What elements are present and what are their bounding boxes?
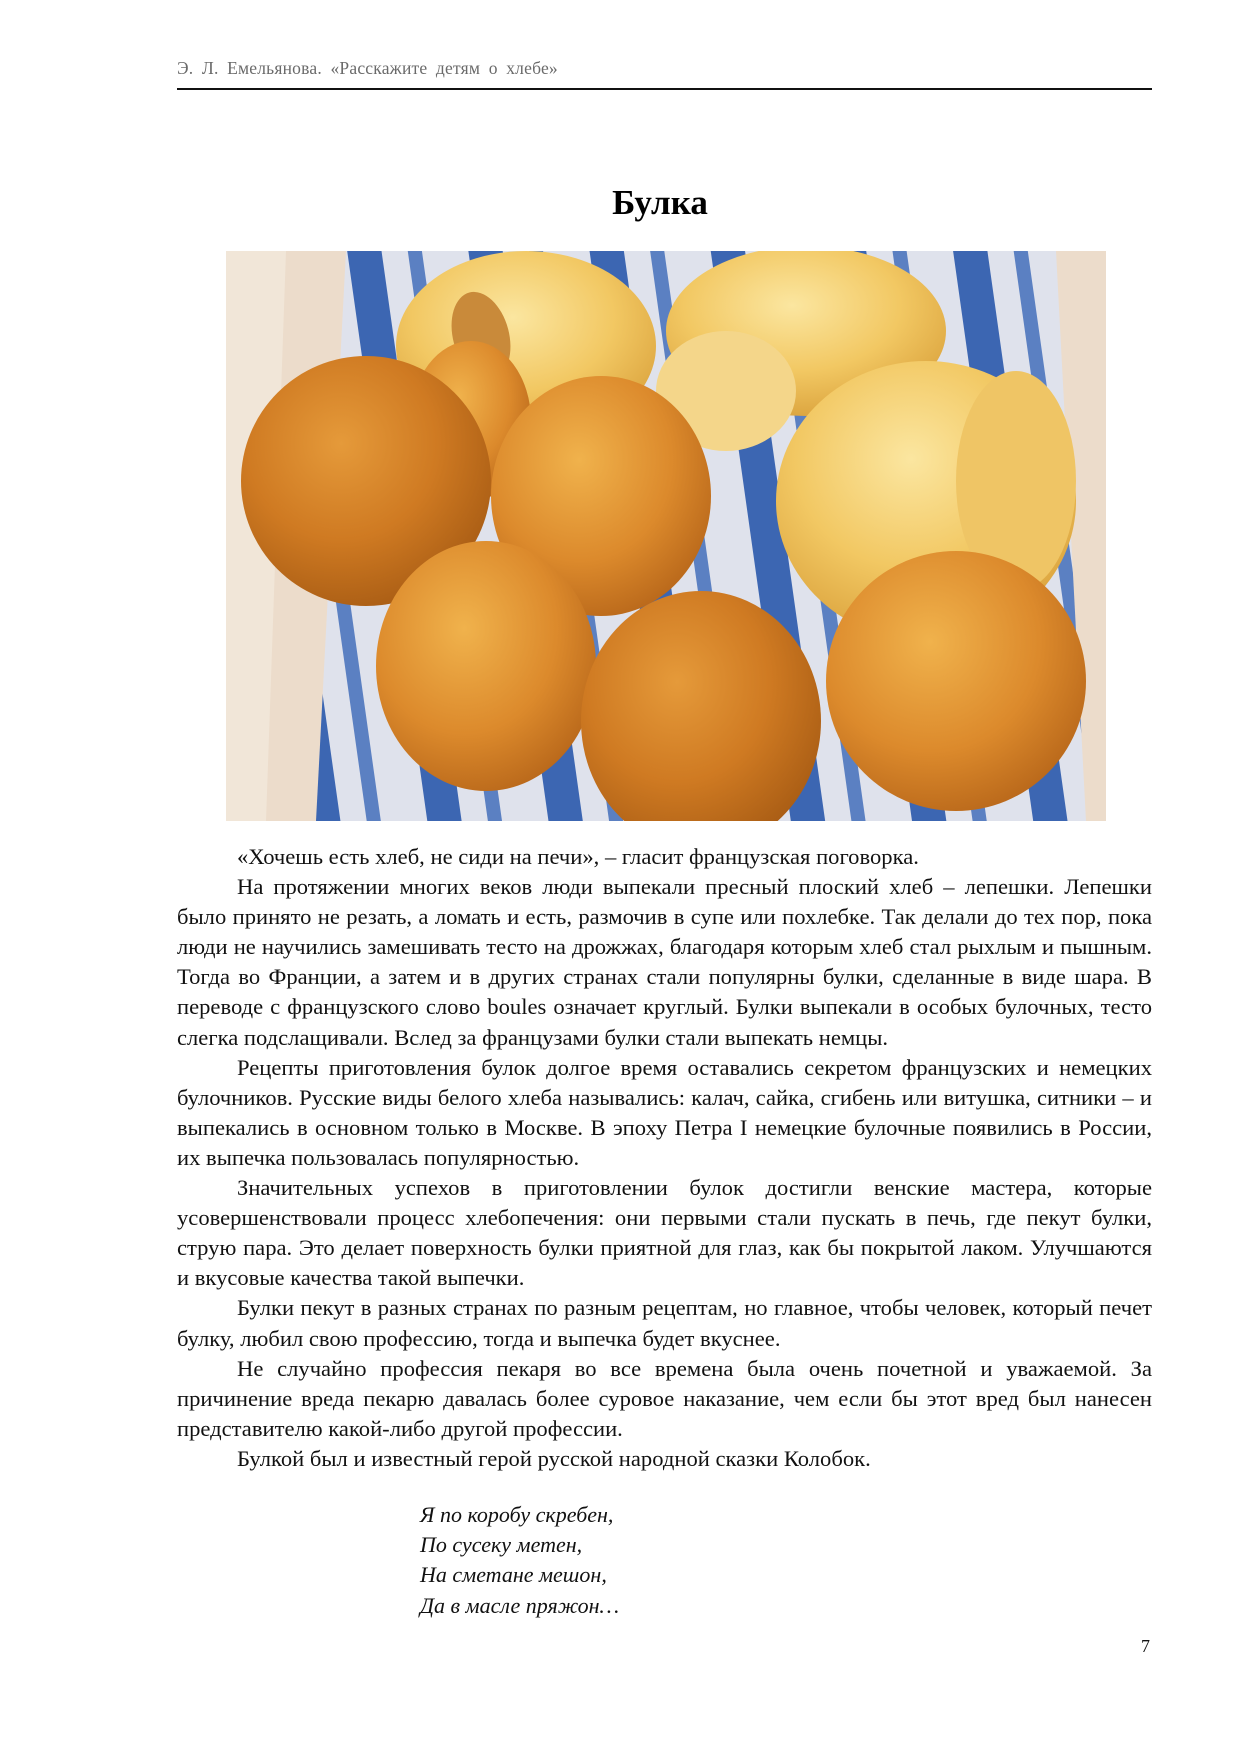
paragraph: Значительных успехов в приготовлении булок достигли венские мастера, которые усовершенствовали процесс хлебопечения: они первыми стали пускать в печь, где пекут булки, струю пара. Это делает поверхность булки приятной для глаз, как бы покрытой лаком. Улучшаются и вкусовые качества такой выпечки. xyxy=(177,1175,1152,1291)
poem-line: По сусеку метен, xyxy=(420,1532,583,1558)
article-body xyxy=(177,842,1152,1474)
poem-line: Да в масле пряжон… xyxy=(420,1592,620,1618)
poem-line: Я по коробу скребен, xyxy=(420,1502,614,1527)
header-divider xyxy=(177,88,1152,90)
paragraph: Рецепты приготовления булок долгое время оставались секретом французских и немецких булочников. Русские виды белого хлеба назывались: калач, сайка, сгибень или витушка, ситники – и выпекались в основном только в Москве. В эпоху Петра I немецкие булочные появились в России, их выпечка пользовалась популярностью. xyxy=(177,1054,1152,1170)
buns-photo xyxy=(226,251,1106,821)
running-header: Э. Л. Емельянова. «Расскажите детям о хлебе» xyxy=(177,58,558,78)
paragraph: Булки пекут в разных странах по разным рецептам, но главное, чтобы человек, который печет булку, любил свою профессию, тогда и выпечка будет вкуснее. xyxy=(177,1295,1152,1351)
page-number: 7 xyxy=(1141,1636,1150,1656)
paragraph: Булкой был и известный герой русской народной сказки Колобок. xyxy=(237,1445,871,1471)
paragraph: Не случайно профессия пекаря во все времена была очень почетной и уважаемой. За причинение вреда пекарю давалась более суровое наказание, чем если бы этот вред был нанесен представителю какой-либо другой профессии. xyxy=(177,1355,1152,1441)
paragraph: «Хочешь есть хлеб, не сиди на печи», – гласит французская поговорка. xyxy=(237,844,919,869)
poem-line: На сметане мешон, xyxy=(420,1562,607,1588)
poem xyxy=(420,1500,619,1621)
page-title: Булка xyxy=(612,183,708,222)
paragraph: На протяжении многих веков люди выпекали пресный плоский хлеб – лепешки. Лепешки было принято не резать, а ломать и есть, размочив в супе или похлебке. Так делали до тех пор, пока люди не научились замешивать тесто на дрожжах, благодаря которым хлеб стал рыхлым и пышным. Тогда во Франции, а затем и в других странах стали популярны булки, сделанные в виде шара. В переводе с французского слово boules означает круглый. Булки выпекали в особых булочных, тесто слегка подслащивали. Вслед за французами булки стали выпекать немцы. xyxy=(177,874,1152,1050)
